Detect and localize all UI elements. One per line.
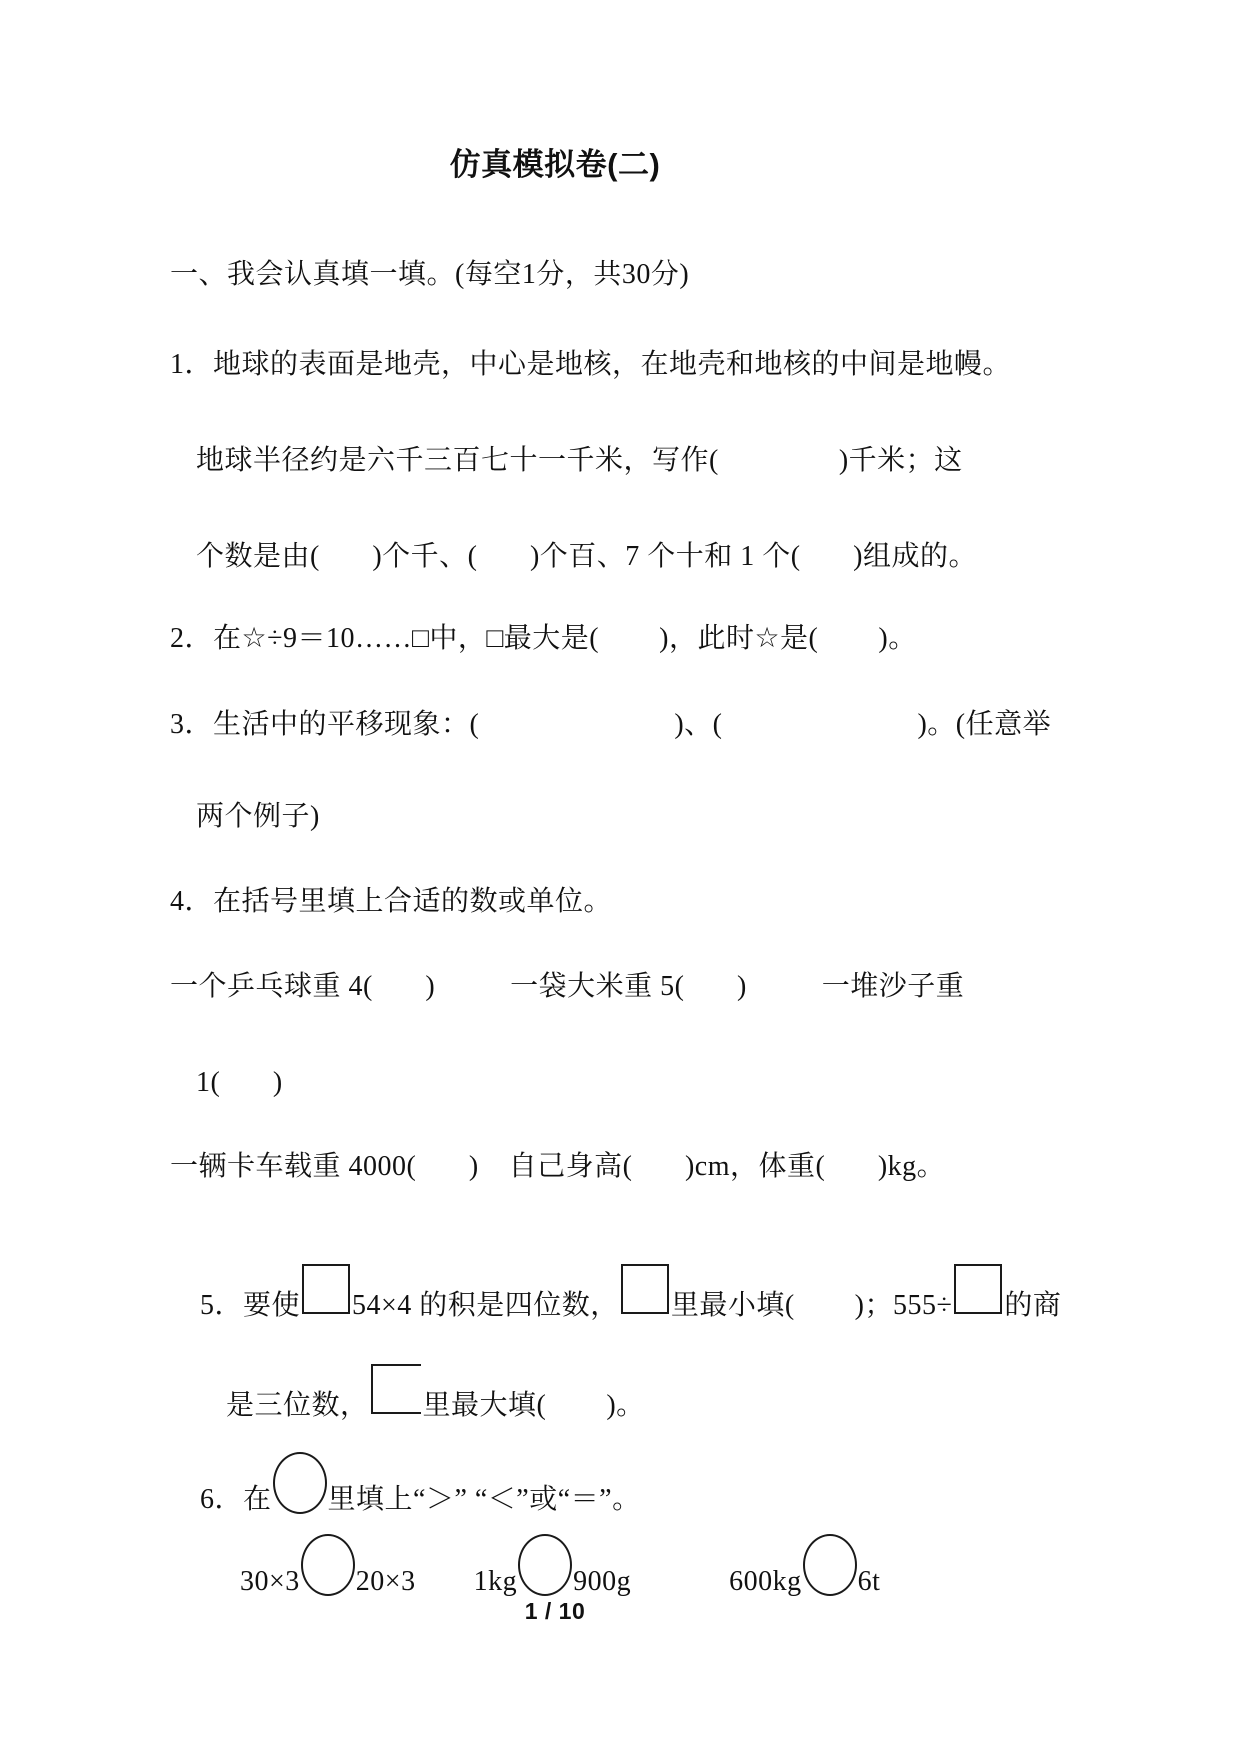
comparison-item-2: [474, 1566, 632, 1597]
section-1-heading: 一、我会认真填一填。(每空1分，共30分): [170, 259, 690, 290]
page-title: 仿真模拟卷(二): [449, 147, 661, 182]
question-1-line-3: 个数是由( )个千、( )个百、7 个十和 1 个( )组成的。: [196, 541, 977, 572]
comparison-right: 6t: [857, 1566, 881, 1597]
compare-circle: [301, 1534, 355, 1596]
comparison-right: 900g: [573, 1566, 632, 1597]
question-3-line-2: 两个例子): [196, 801, 320, 832]
comparison-left: 1kg: [473, 1566, 518, 1597]
comparison-left: 600kg: [729, 1566, 802, 1597]
comparison-item-1: [240, 1566, 416, 1597]
question-1-line-1: 1．地球的表面是地壳，中心是地核，在地壳和地核的中间是地幔。: [170, 349, 1012, 380]
blank-square-box-open-right: [371, 1364, 421, 1414]
comparison-right: 20×3: [355, 1566, 416, 1597]
question-5-text-5: 是三位数，: [226, 1390, 369, 1421]
question-3-line-1: 3．生活中的平移现象：( )、( )。(任意举: [170, 709, 1052, 740]
compare-circle: [803, 1534, 857, 1596]
blank-square-box: [302, 1264, 350, 1314]
question-4-line-1: 一个乒乓球重 4( ) 一袋大米重 5( ) 一堆沙子重: [170, 971, 965, 1002]
question-5-text-2: 54×4 的积是四位数，: [352, 1290, 619, 1321]
page-number-indicator: 1 / 10: [524, 1598, 586, 1624]
question-5-text-6: 里最大填( )。: [422, 1390, 645, 1421]
question-5-text-1: 5．要使: [200, 1290, 301, 1321]
question-4-line-3: 一辆卡车载重 4000( ) 自己身高( )cm，体重( )kg。: [170, 1151, 946, 1182]
compare-circle: [518, 1534, 572, 1596]
blank-square-box: [954, 1264, 1002, 1314]
comparison-left: 30×3: [240, 1566, 300, 1597]
question-5-text-3: 里最小填( )；555÷: [670, 1290, 953, 1321]
question-2-line-1: 2．在☆÷9＝10……□中，□最大是( )，此时☆是( )。: [170, 623, 917, 654]
question-1-line-2: 地球半径约是六千三百七十一千米，写作( )千米；这: [196, 445, 963, 476]
question-4-line-2: 1( ): [196, 1067, 283, 1098]
comparison-item-3: [729, 1566, 880, 1597]
question-4-heading: 4．在括号里填上合适的数或单位。: [170, 886, 613, 917]
blank-square-box: [621, 1264, 669, 1314]
question-6-text-1: 6．在: [200, 1484, 272, 1515]
question-6-text-2: 里填上“＞” “＜”或“＝”。: [327, 1484, 641, 1515]
question-5-text-4: 的商: [1004, 1290, 1062, 1321]
